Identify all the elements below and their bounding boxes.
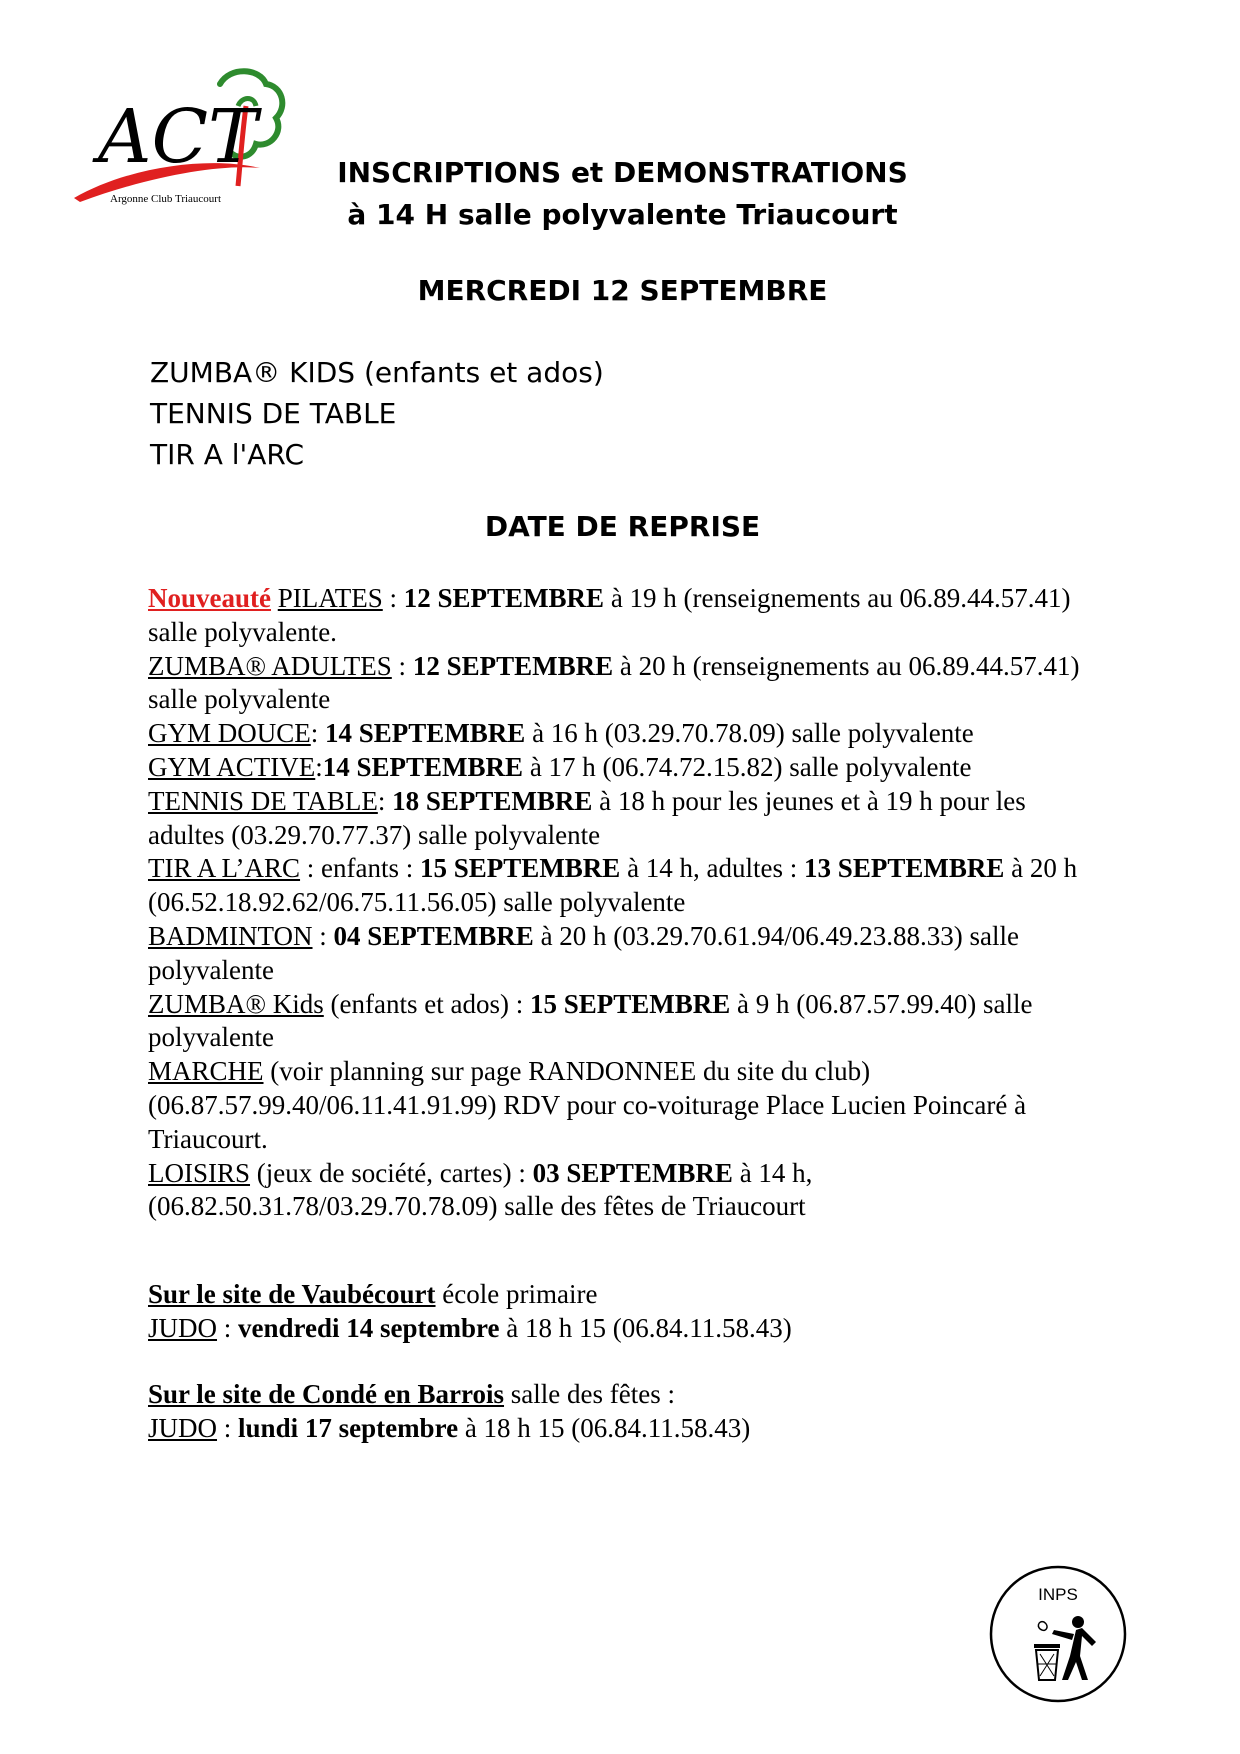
reprise-date: 12 SEPTEMBRE: [412, 650, 614, 681]
svg-text:Argonne Club Triaucourt: Argonne Club Triaucourt: [110, 193, 222, 205]
activity-name: GYM ACTIVE: [148, 751, 316, 782]
site-conde-en-barrois: Sur le site de Condé en Barrois salle des fêtes : JUDO : lundi 17 septembre à 18 h 15 (06.84.11.58.43): [148, 1379, 751, 1443]
schedule-entry-loisirs: LOISIRS (jeux de société, cartes) : 03 SEPTEMBRE à 14 h, (06.82.50.31.78/03.29.70.78.09) salle des fêtes de Triaucourt: [148, 1157, 813, 1222]
schedule-list: [148, 582, 1108, 1224]
activity-name: JUDO: [148, 1312, 218, 1343]
recycle-bin-person-icon: [988, 1564, 1128, 1704]
page-header: [300, 152, 945, 236]
reprise-date: 13 SEPTEMBRE: [804, 853, 1005, 884]
day-title: MERCREDI 12 SEPTEMBRE: [417, 274, 828, 307]
reprise-date: 12 SEPTEMBRE: [403, 583, 605, 613]
schedule-entry-gym-douce: GYM DOUCE: 14 SEPTEMBRE à 16 h (03.29.70.78.09) salle polyvalente: [148, 718, 974, 749]
logo-tree-icon: [70, 66, 310, 236]
site-title: Sur le site de Vaubécourt: [148, 1279, 436, 1309]
reprise-date: 04 SEPTEMBRE: [333, 920, 534, 951]
activity-name: TENNIS DE TABLE: [148, 785, 378, 816]
reprise-date: 18 SEPTEMBRE: [392, 785, 593, 816]
activity-name: PILATES: [277, 583, 383, 613]
site-vaubecourt: Sur le site de Vaubécourt école primaire JUDO : vendredi 14 septembre à 18 h 15 (06.84.11.58.43): [148, 1279, 792, 1343]
activity-name: JUDO: [148, 1412, 218, 1443]
schedule-entry-tir-arc: TIR A L’ARC : enfants : 15 SEPTEMBRE à 14 h, adultes : 13 SEPTEMBRE à 20 h (06.52.18.92.62/06.75.11.56.05) salle polyvalente: [148, 853, 1078, 918]
svg-text:INPS: INPS: [1038, 1585, 1078, 1604]
activity-name: GYM DOUCE: [148, 718, 311, 749]
schedule-entry-tennis: TENNIS DE TABLE: 18 SEPTEMBRE à 18 h pour les jeunes et à 19 h pour les adultes (03.29.70.77.37) salle polyvalente: [148, 785, 1026, 850]
schedule-entry-badminton: BADMINTON : 04 SEPTEMBRE à 20 h (03.29.70.61.94/06.49.23.88.33) salle polyvalente: [148, 920, 1020, 985]
activity-name: ZUMBA® ADULTES: [148, 650, 392, 681]
activity-name: TIR A L’ARC: [148, 853, 301, 884]
activity-name: ZUMBA® Kids: [148, 988, 324, 1019]
reprise-date: lundi 17 septembre: [238, 1412, 459, 1443]
inps-badge: [988, 1564, 1128, 1704]
demo-item: TIR A l'ARC: [150, 438, 305, 471]
site-title: Sur le site de Condé en Barrois: [148, 1379, 505, 1409]
schedule-entry-zumba-kids: ZUMBA® Kids (enfants et ados) : 15 SEPTEMBRE à 9 h (06.87.57.99.40) salle polyvalente: [148, 988, 1033, 1053]
reprise-date: 15 SEPTEMBRE: [420, 853, 621, 884]
schedule-entry-zumba-adultes: ZUMBA® ADULTES : 12 SEPTEMBRE à 20 h (renseignements au 06.89.44.57.41) salle polyvalente: [148, 650, 1080, 715]
header-line-1: INSCRIPTIONS et DEMONSTRATIONS: [337, 156, 908, 189]
demo-item: TENNIS DE TABLE: [150, 397, 397, 430]
reprise-date: vendredi 14 septembre: [238, 1312, 500, 1343]
reprise-date: 03 SEPTEMBRE: [532, 1157, 733, 1188]
demo-list: [150, 352, 604, 475]
club-logo: [70, 66, 310, 236]
activity-name: BADMINTON: [148, 920, 313, 951]
header-line-2: à 14 H salle polyvalente Triaucourt: [347, 198, 898, 231]
demo-item: ZUMBA® KIDS (enfants et ados): [150, 356, 604, 389]
reprise-date: 15 SEPTEMBRE: [529, 988, 731, 1019]
schedule-entry-marche: MARCHE (voir planning sur page RANDONNEE du site du club) (06.87.57.99.40/06.11.41.91.99) RDV pour co-voiturage Place Lucien Poincaré à Triaucourt.: [148, 1056, 1027, 1154]
activity-name: MARCHE: [148, 1056, 264, 1087]
svg-text:ACT: ACT: [98, 94, 258, 180]
new-badge: Nouveauté: [148, 583, 271, 613]
reprise-date: 14 SEPTEMBRE: [325, 718, 526, 749]
reprise-title: DATE DE REPRISE: [484, 510, 761, 543]
reprise-date: 14 SEPTEMBRE: [322, 751, 524, 782]
schedule-entry-pilates: Nouveauté PILATES : 12 SEPTEMBRE à 19 h (renseignements au 06.89.44.57.41) salle polyvalente.: [148, 583, 1071, 647]
activity-name: LOISIRS: [148, 1157, 251, 1188]
schedule-entry-gym-active: GYM ACTIVE:14 SEPTEMBRE à 17 h (06.74.72.15.82) salle polyvalente: [148, 751, 972, 782]
